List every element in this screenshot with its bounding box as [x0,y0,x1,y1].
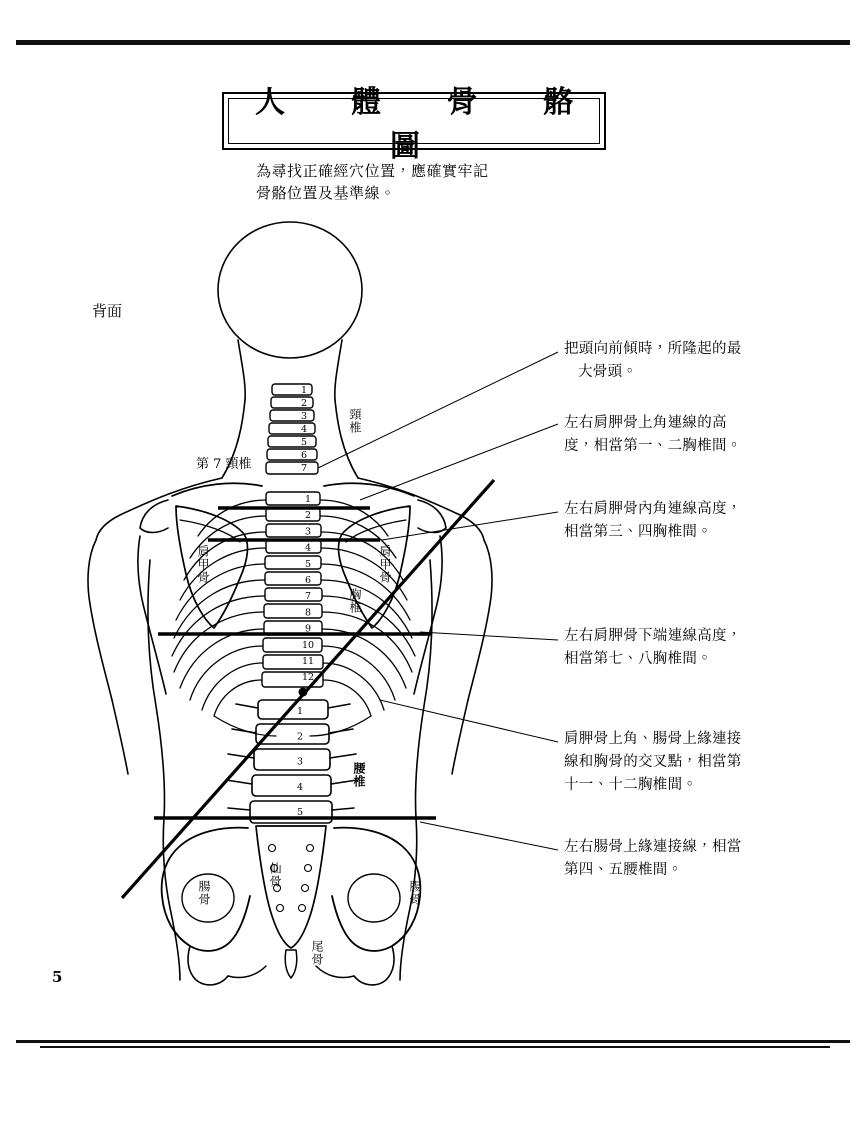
annotation-3-line-2: 相當第三、四胸椎間。 [564,524,712,540]
leader-4 [420,632,558,640]
label-scapula-left: 肩甲骨 [196,545,210,584]
vertebra-number-cervical-6: 6 [300,450,308,461]
label-coccyx: 尾骨 [310,940,324,966]
label-seventh-cervical: 第 7 頸椎 [196,457,252,472]
annotation-iliac-crest-line [564,836,804,882]
annotation-5-line-3: 十一、十二胸椎間。 [564,777,698,793]
annotation-scapula-medial-angle [564,498,804,544]
vertebra-number-thoracic-11: 11 [301,656,315,667]
annotation-6-line-1: 左右腸骨上緣連接線，相當 [564,839,742,855]
intersection-point [299,688,308,697]
vertebra-number-thoracic-6: 6 [304,575,312,586]
annotation-crossing-point [564,728,804,797]
vertebra-number-lumbar-1: 1 [296,706,304,717]
vertebra-number-thoracic-12: 12 [301,672,315,684]
label-lumbar-spine: 腰椎 [352,762,366,788]
annotation-4-line-2: 相當第七、八胸椎間。 [564,651,712,667]
vertebra-number-cervical-3: 3 [300,411,308,422]
annotation-6-line-2: 第四、五腰椎間。 [564,862,683,878]
vertebra-number-thoracic-4: 4 [304,542,312,554]
leader-2 [360,424,558,500]
annotation-2-line-1: 左右肩胛骨上角連線的高 [564,415,727,431]
title-box [222,85,639,164]
vertebra-number-thoracic-7: 7 [304,591,312,603]
vertebra-number-thoracic-8: 8 [304,607,312,619]
vertebra-number-cervical-5: 5 [300,437,308,448]
annotation-5-line-1: 肩胛骨上角、腸骨上緣連接 [564,731,742,747]
subtitle-line-1: 為尋找正確經穴位置，應確實牢記 [256,162,489,180]
leader-6 [420,822,558,850]
page-number: 5 [52,968,63,986]
annotation-1-line-2: 大骨頭。 [578,364,638,380]
label-sacrum: 仙骨 [268,862,282,888]
skull-outline [218,222,362,358]
vertebra-number-cervical-7: 7 [300,463,308,474]
label-scapula-right: 肩甲骨 [378,545,392,584]
vertebra-number-thoracic-10: 10 [301,639,315,651]
vertebra-number-lumbar-5: 5 [296,807,304,819]
annotation-2-line-2: 度，相當第一、二胸椎間。 [564,438,742,454]
vertebra-number-thoracic-1: 1 [304,494,312,505]
vertebra-number-thoracic-2: 2 [304,510,312,522]
vertebra-number-thoracic-3: 3 [304,526,312,538]
leader-5 [380,700,558,742]
annotation-scapula-inferior-angle [564,625,804,671]
annotation-1-line-1: 把頭向前傾時，所隆起的最 [564,341,742,357]
annotation-4-line-1: 左右肩胛骨下端連線高度， [564,628,742,644]
vertebra-number-lumbar-3: 3 [296,756,304,768]
label-cervical-spine: 頸椎 [348,408,362,434]
vertebra-number-thoracic-5: 5 [304,558,312,570]
subtitle-line-2: 骨骼位置及基準線。 [256,184,396,202]
label-thoracic-spine: 胸椎 [348,588,362,614]
annotation-c7-prominence [564,338,804,384]
annotation-3-line-1: 左右肩胛骨內角連線高度， [564,501,742,517]
view-label-posterior: 背面 [92,302,123,320]
annotation-5-line-2: 線和胸骨的交叉點，相當第 [564,754,742,770]
vertebra-number-cervical-4: 4 [300,424,308,435]
vertebra-number-lumbar-4: 4 [296,781,304,793]
vertebra-number-cervical-1: 1 [300,385,308,396]
page-title: 人 體 骨 骼 圖 [255,85,639,164]
vertebra-number-thoracic-9: 9 [304,623,312,635]
vertebra-number-cervical-2: 2 [300,398,308,409]
vertebra-number-lumbar-2: 2 [296,731,304,743]
annotation-scapula-superior-angle [564,412,804,458]
label-ilium-right: 腸骨 [408,880,422,906]
label-ilium-left: 腸骨 [197,880,211,906]
